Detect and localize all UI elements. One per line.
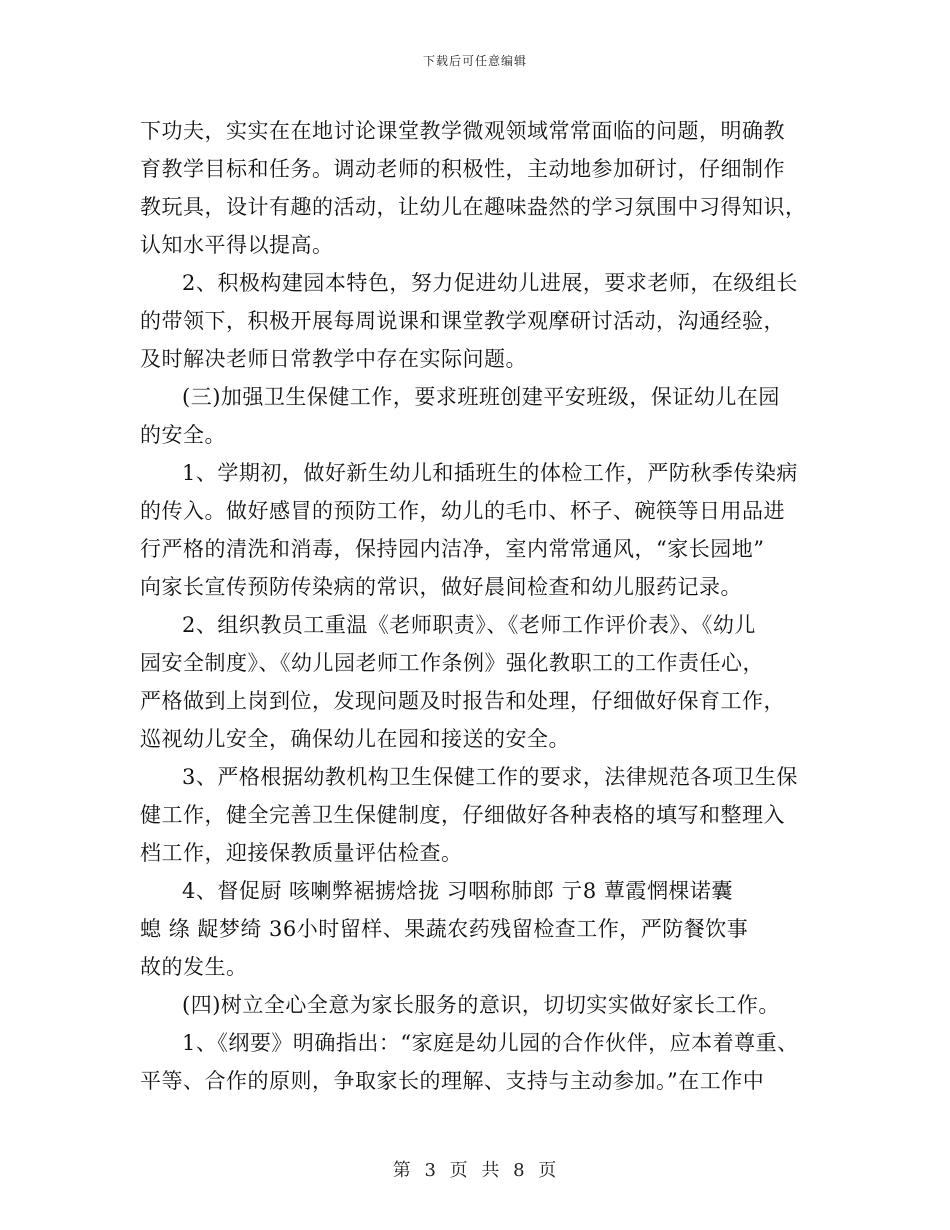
paragraph-line: 下功夫，实实在在地讨论课堂教学微观领域常常面临的问题，明确教 bbox=[140, 119, 785, 143]
paragraph-line: 1、《纲要》明确指出：“家庭是幼儿园的合作伙伴，应本着尊重、 bbox=[182, 1031, 799, 1055]
section-heading-line: 的安全。 bbox=[140, 423, 226, 447]
paragraph-line: 教玩具，设计有趣的活动，让幼儿在趣味盎然的学习氛围中习得知识， bbox=[140, 195, 807, 219]
paragraph-line: 向家长宣传预防传染病的常识，做好晨间检查和幼儿服药记录。 bbox=[140, 575, 742, 599]
paragraph-line: 故的发生。 bbox=[140, 955, 248, 979]
section-heading-line: (四)树立全心全意为家长服务的意识，切切实实做好家长工作。 bbox=[182, 993, 780, 1017]
paragraph-line: 的传入。做好感冒的预防工作，幼儿的毛巾、杯子、碗筷等日用品进 bbox=[140, 499, 785, 523]
document-body bbox=[140, 112, 830, 1100]
paragraph-line: 平等、合作的原则，争取家长的理解、支持与主动参加。”在工作中 bbox=[140, 1069, 765, 1093]
paragraph-line: 档工作，迎接保教质量评估检查。 bbox=[140, 841, 463, 865]
paragraph-line: 及时解决老师日常教学中存在实际问题。 bbox=[140, 347, 527, 371]
paragraph-line: 巡视幼儿安全，确保幼儿在园和接送的安全。 bbox=[140, 727, 570, 751]
page-footer: 第 3 页 共 8 页 bbox=[392, 1160, 558, 1181]
paragraph-line: 4、督促厨 咳喇弊裾掳焓拢 习咽称肺郎 亍8 蕈霞惘棵诺囊 bbox=[182, 879, 733, 903]
paragraph-line: 育教学目标和任务。调动老师的积极性，主动地参加研讨，仔细制作 bbox=[140, 157, 785, 181]
paragraph-line: 2、组织教员工重温《老师职责》、《老师工作评价表》、《幼儿 bbox=[182, 613, 756, 637]
paragraph-line: 健工作，健全完善卫生保健制度，仔细做好各种表格的填写和整理入 bbox=[140, 803, 785, 827]
paragraph-line: 螅 绦 龊梦绮 36小时留样、果蔬农药残留检查工作，严防餐饮事 bbox=[140, 917, 749, 941]
paragraph-line: 1、学期初，做好新生幼儿和插班生的体检工作，严防秋季传染病 bbox=[182, 461, 798, 485]
paragraph-line: 2、积极构建园本特色，努力促进幼儿进展，要求老师，在级组长 bbox=[182, 271, 798, 295]
paragraph-line: 严格做到上岗到位，发现问题及时报告和处理，仔细做好保育工作， bbox=[140, 689, 785, 713]
paragraph-line: 3、严格根据幼教机构卫生保健工作的要求，法律规范各项卫生保 bbox=[182, 765, 798, 789]
paragraph-line: 的带领下，积极开展每周说课和课堂教学观摩研讨活动，沟通经验， bbox=[140, 309, 785, 333]
paragraph-line: 园安全制度》、《幼儿园老师工作条例》强化教职工的工作责任心， bbox=[140, 651, 764, 675]
section-heading-line: (三)加强卫生保健工作，要求班班创建平安班级，保证幼儿在园 bbox=[182, 385, 780, 409]
paragraph-line: 行严格的清洗和消毒，保持园内洁净，室内常常通风，“家长园地” bbox=[140, 537, 765, 561]
page-header: 下载后可任意编辑 bbox=[422, 54, 527, 68]
paragraph-line: 认知水平得以提高。 bbox=[140, 233, 334, 257]
